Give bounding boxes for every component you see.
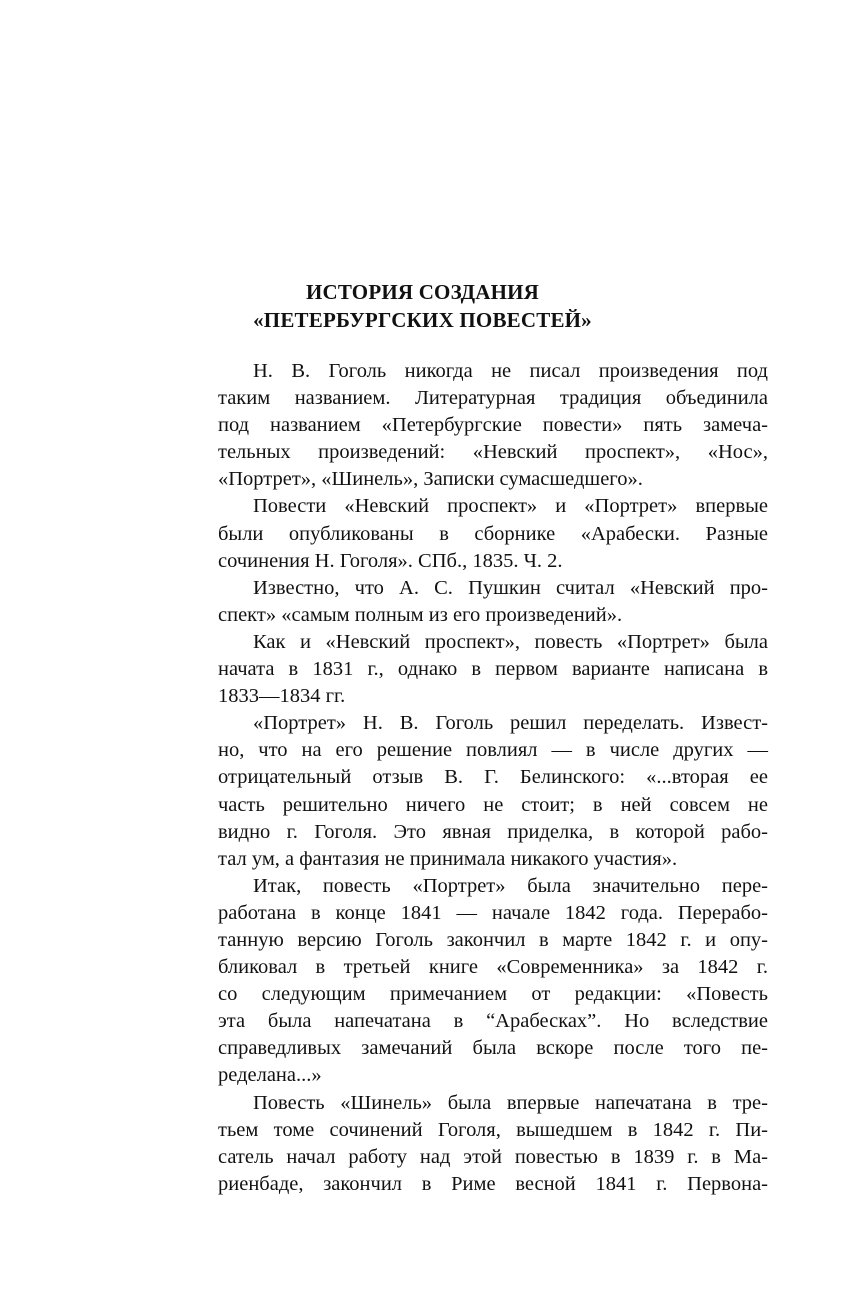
paragraph bbox=[218, 493, 768, 574]
text-line: таким названием. Литературная традиция объединила bbox=[218, 387, 768, 410]
text-line: риенбаде, закончил в Риме весной 1841 г. Первона- bbox=[218, 1172, 768, 1195]
text-line: Итак, повесть «Портрет» была значительно пере- bbox=[253, 874, 768, 897]
text-line: тельных произведений: «Невский проспект», «Нос», bbox=[218, 441, 768, 464]
text-line: были опубликованы в сборнике «Арабески. Разные bbox=[218, 522, 768, 545]
text-line: «Портрет» Н. В. Гоголь решил переделать. Извест- bbox=[253, 712, 768, 735]
text-line: Повести «Невский проспект» и «Портрет» впервые bbox=[253, 495, 768, 518]
text-line: но, что на его решение повлиял — в числе других — bbox=[218, 739, 768, 762]
paragraph bbox=[218, 629, 768, 710]
text-line: Как и «Невский проспект», повесть «Портрет» была bbox=[253, 630, 768, 653]
text-line: танную версию Гоголь закончил в марте 1842 г. и опу- bbox=[218, 928, 768, 951]
text-line: отрицательный отзыв В. Г. Белинского: «...вторая ее bbox=[218, 766, 768, 789]
text-line: 1833—1834 гг. bbox=[218, 685, 346, 708]
chapter-title-line-1: ИСТОРИЯ СОЗДАНИЯ bbox=[305, 280, 540, 304]
text-line: сатель начал работу над этой повестью в 1839 г. в Ма- bbox=[218, 1145, 768, 1168]
chapter-title-line-2: «ПЕТЕРБУРГСКИХ ПОВЕСТЕЙ» bbox=[253, 308, 592, 332]
text-line: Известно, что А. С. Пушкин считал «Невский про- bbox=[253, 576, 768, 599]
text-line: справедливых замечаний была вскоре после того пе- bbox=[218, 1037, 768, 1060]
text-line: ределана...» bbox=[218, 1064, 322, 1087]
body-text bbox=[218, 358, 768, 1198]
text-line: со следующим примечанием от редакции: «Повесть bbox=[218, 983, 768, 1006]
text-line: под названием «Петербургские повести» пять замеча- bbox=[218, 414, 768, 437]
text-line: сочинения Н. Гоголя». СПб., 1835. Ч. 2. bbox=[218, 549, 563, 572]
text-line: часть решительно ничего не стоит; в ней совсем не bbox=[218, 793, 768, 816]
text-line: видно г. Гоголя. Это явная приделка, в которой рабо- bbox=[218, 820, 768, 843]
chapter-title bbox=[0, 278, 845, 334]
text-line: Повесть «Шинель» была впервые напечатана в тре- bbox=[253, 1091, 768, 1114]
text-line: эта была напечатана в “Арабесках”. Но вследствие bbox=[218, 1010, 768, 1033]
text-line: бликовал в третьей книге «Современника» за 1842 г. bbox=[218, 956, 768, 979]
paragraph bbox=[218, 1090, 768, 1198]
paragraph bbox=[218, 575, 768, 629]
text-line: работана в конце 1841 — начале 1842 года. Перерабо- bbox=[218, 901, 768, 924]
text-line: Н. В. Гоголь никогда не писал произведения под bbox=[253, 360, 768, 382]
text-line: начата в 1831 г., однако в первом варианте написана в bbox=[218, 658, 768, 681]
text-line: «Портрет», «Шинель», Записки сумасшедшего». bbox=[218, 468, 643, 491]
paragraph bbox=[218, 873, 768, 1090]
paragraph bbox=[218, 710, 768, 873]
text-line: тал ум, а фантазия не принимала никакого участия». bbox=[218, 847, 678, 870]
paragraph bbox=[218, 358, 768, 493]
text-line: тьем томе сочинений Гоголя, вышедшем в 1842 г. Пи- bbox=[218, 1118, 768, 1141]
text-line: спект» «самым полным из его произведений». bbox=[218, 603, 623, 626]
